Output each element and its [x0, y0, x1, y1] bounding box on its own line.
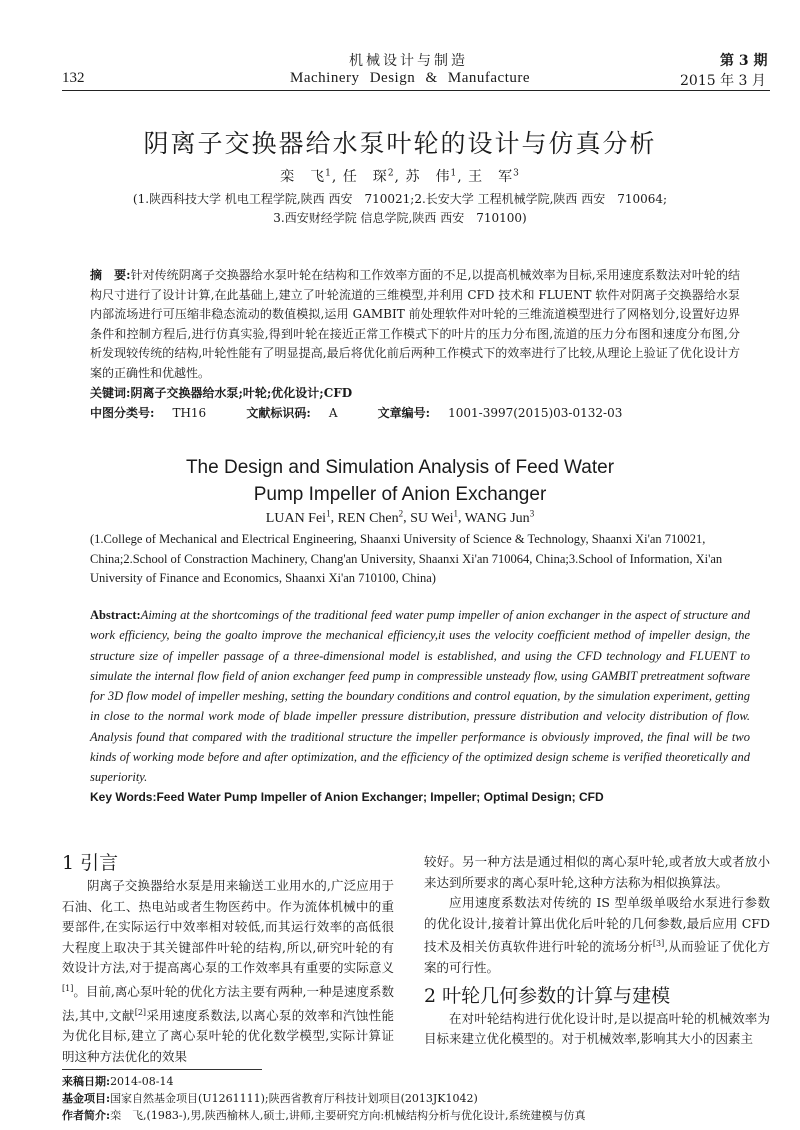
issue-number: 第 3 期 [720, 53, 768, 69]
body-paragraph: 应用速度系数法对传统的 IS 型单级单吸给水泵进行参数的优化设计,接着计算出优化后叶轮的几何参数,最后应用 CFD 技术及相关仿真软件进行叶轮的流场分析[3],从而验证了优化方案的可行性。 [424, 895, 770, 976]
abstract-en [90, 605, 750, 788]
abstract-en-text: Aiming at the shortcomings of the traditional feed water pump impeller of anion exchanger in the aspect of structure and work efficiency, being the goalto improve the mechanical efficiency,it uses the velocity coefficient method of impeller design, the structure size of impeller passage of a three-dimensional model is established, and using the CFD technology and FLUENT to simulate the internal flow field of anion exchanger feed pump in compressible unsteady flow, using GAMBIT pretreatment software for 3D flow model of impeller meshing, setting the boundary conditions and control equation, by the simulation experiment, getting in close to the normal work mode of blade impeller pressure distribution, pressure distribution and velocity distribution of flow. Analysis found that compared with the traditional structure the impeller performance is obviously improved, the final will be two kinds of working mode before and after optimization, and the efficiency of the optimized design scheme is verified theoretically and superiority. [90, 608, 750, 785]
author-cn: 任 琛$^2$ [342, 168, 395, 185]
section-heading: 2 叶轮几何参数的计算与建模 [424, 984, 671, 1007]
classification-row [90, 404, 740, 424]
issue-date: 2015 年 3 月 [680, 73, 766, 89]
author-en: SU Wei$^1$ [410, 508, 458, 526]
authors-cn: 栾 飞$^1$, 任 琛$^2$, 苏 伟$^1$, 王 军$^3$ [280, 168, 520, 185]
keywords-en: Key Words:Feed Water Pump Impeller of Anion Exchanger; Impeller; Optimal Design; CFD [90, 790, 604, 804]
citation: [2] [134, 1007, 147, 1017]
author-cn: 王 军$^3$ [468, 168, 520, 185]
header-rule [62, 90, 770, 91]
footnote-fund: 基金项目:国家自然基金项目(U1261111);陕西省教育厅科技计划项目(2013JK1042) [62, 1092, 478, 1105]
citation: [1] [62, 983, 74, 993]
author-en: REN Chen$^2$ [337, 508, 404, 526]
footnote-rule [62, 1069, 262, 1070]
body-paragraph: 在对叶轮结构进行优化设计时,是以提高叶轮的机械效率为目标来建立优化模型的。对于机械效率,影响其大小的因素主 [424, 1010, 770, 1047]
author-cn: 栾 飞$^1$ [280, 168, 332, 185]
abstract-cn-label: 摘 要: [90, 268, 131, 282]
document-code: 文献标识码: A [246, 406, 338, 420]
authors-en: LUAN Fei$^1$, REN Chen$^2$, SU Wei$^1$, WANG Jun$^3$ [265, 508, 535, 526]
abstract-cn [90, 266, 740, 383]
journal-name-cn: 机械设计与制造 [349, 53, 468, 69]
journal-name-en: Machinery Design & Manufacture [290, 70, 531, 86]
body-paragraph: 较好。另一种方法是通过相似的离心泵叶轮,或者放大或者放小来达到所要求的离心泵叶轮,这种方法称为相似换算法。 [424, 854, 770, 890]
affiliation-cn-line: (1.陕西科技大学 机电工程学院,陕西 西安 710021;2.长安大学 工程机械学院,陕西 西安 710064; [132, 192, 668, 206]
author-cn: 苏 伟$^1$ [405, 168, 458, 185]
footnote-author-bio: 作者简介:栾 飞,(1983-),男,陕西榆林人,硕士,讲师,主要研究方向:机械结构分析与优化设计,系统建模与仿真 [62, 1109, 586, 1122]
abstract-cn-text: 针对传统阴离子交换器给水泵叶轮在结构和工作效率方面的不足,以提高机械效率为目标,采用速度系数法对叶轮的结构尺寸进行了设计计算,在此基础上,建立了叶轮流道的三维模型,并利用 CFD 技术和 FLUENT 软件对阴离子交换器给水泵内部流场进行可压缩非稳态流动的数值模拟,运用 GAMBIT 前处理软件对叶轮的三维流道模型进行了网格划分,设置好边界条件和控制方程后,进行仿真实验,得到叶轮在接近正常工作模式下的叶片的压力分布图,流道的压力分布图和速度分布图,分析发现较传统的结构,叶轮性能有了明显提高,最后将优化前后两种工作模式下的效率进行了比较,从理论上验证了优化设计方案的正确性和优越性。 [90, 268, 740, 380]
keywords-cn: 关键词:阴离子交换器给水泵;叶轮;优化设计;CFD [90, 386, 353, 400]
affiliation-cn-line: 3.西安财经学院 信息学院,陕西 西安 710100) [273, 211, 527, 225]
paper-title-cn: 阴离子交换器给水泵叶轮的设计与仿真分析 [143, 129, 657, 158]
paper-title-en: The Design and Simulation Analysis of Feed Water Pump Impeller of Anion Exchanger [185, 457, 615, 505]
section-heading: 1 引言 [62, 852, 119, 874]
author-en: WANG Jun$^3$ [464, 508, 535, 526]
clc-code: 中图分类号: TH16 [90, 406, 207, 420]
article-number: 文章编号: 1001-3997(2015)03-0132-03 [377, 406, 623, 420]
body-paragraph: 阴离子交换器给水泵是用来输送工业用水的,广泛应用于石油、化工、热电站或者生物医药中。作为流体机械中的重要部件,在实际运行中效率相对较低,而其运行效率的高低很大程度上取决于其关键部件叶轮的结构,所以,研究叶轮的有效设计方法,对于提高离心泵的工作效率具有重要的实际意义[1]。目前,离心泵叶轮的优化方法主要有两种,一种是速度系数法,其中,文献[2]采用速度系数法,以离心泵的效率和汽蚀性能为优化目标,建立了离心泵叶轮的优化数学模型,实际计算证明这种方法优化的效果 [62, 878, 394, 1065]
author-en: LUAN Fei$^1$ [265, 508, 331, 526]
citation: [3] [652, 939, 665, 949]
body-right-column [424, 852, 770, 1050]
abstract-en-label: Abstract: [90, 608, 141, 622]
page-number: 132 [62, 70, 85, 86]
body-left-column [62, 850, 394, 1068]
affiliation-en: (1.College of Mechanical and Electrical Engineering, Shaanxi University of Science & Technology, Shaanxi Xi'an 710021, China;2.School of Constraction Machinery, Chang'an University, Shaanxi Xi'an 710064, China;3.School of Information, Xi'an University of Finance and Economics, Shaanxi Xi'an 710100, China) [90, 532, 723, 585]
footnote-received: 来稿日期:2014-08-14 [62, 1075, 174, 1088]
